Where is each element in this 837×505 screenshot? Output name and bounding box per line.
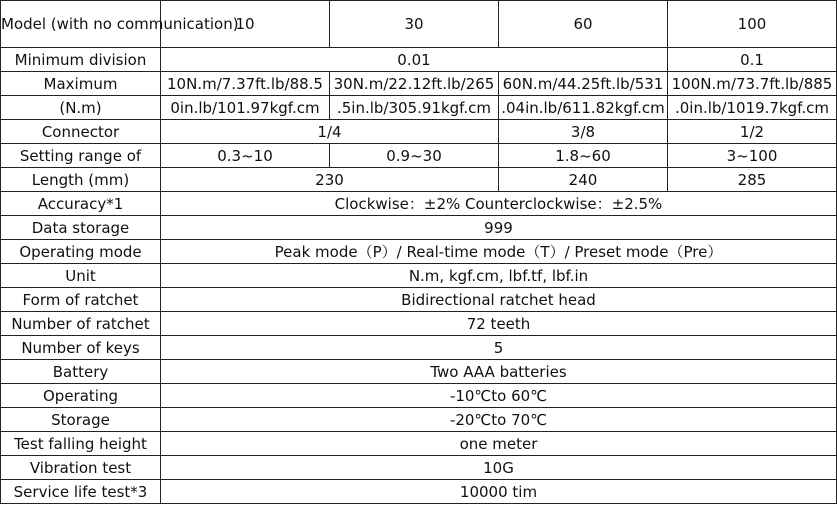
table-row [1,48,837,72]
table-header-row [1,1,837,48]
row-value: 999 [161,216,837,240]
row-value: 0.01 [161,48,668,72]
table-row [1,264,837,288]
model-30: 30 [330,1,499,48]
row-value: one meter [161,432,837,456]
row-value: 3~100 [668,144,837,168]
row-value: 72 teeth [161,312,837,336]
row-label: Vibration test [1,456,161,480]
table-row [1,72,837,96]
table-row [1,192,837,216]
row-label: Unit [1,264,161,288]
row-value: -10℃to 60℃ [161,384,837,408]
row-value: 240 [499,168,668,192]
table-row [1,384,837,408]
model-10: 10 [161,1,330,48]
model-100: 100 [668,1,837,48]
table-row [1,360,837,384]
max-value-100-line1: 100N.m/73.7ft.lb/885 [668,72,837,96]
max-value-30-line2: .5in.lb/305.91kgf.cm [330,96,499,120]
row-label: (N.m) [1,96,161,120]
table-row [1,480,837,504]
table-row [1,216,837,240]
row-value: 5 [161,336,837,360]
table-row [1,336,837,360]
row-value: 10G [161,456,837,480]
row-value: 230 [161,168,499,192]
row-label: Operating [1,384,161,408]
table-row [1,240,837,264]
row-value: Clockwise：±2% Counterclockwise：±2.5% [161,192,837,216]
row-value: -20℃to 70℃ [161,408,837,432]
max-value-60-line2: .04in.lb/611.82kgf.cm [499,96,668,120]
row-label: Storage [1,408,161,432]
row-label: Operating mode [1,240,161,264]
row-label: Length (mm) [1,168,161,192]
row-value: Bidirectional ratchet head [161,288,837,312]
header-label: Model (with no communication) [1,1,161,48]
row-label: Battery [1,360,161,384]
table-row [1,432,837,456]
table-row [1,144,837,168]
row-label: Data storage [1,216,161,240]
row-label: Number of keys [1,336,161,360]
row-value: 10000 tim [161,480,837,504]
table-row [1,96,837,120]
max-value-100-line2: .0in.lb/1019.7kgf.cm [668,96,837,120]
row-label: Maximum [1,72,161,96]
row-value: 285 [668,168,837,192]
max-value-10-line2: 0in.lb/101.97kgf.cm [161,96,330,120]
model-60: 60 [499,1,668,48]
row-value: 1.8~60 [499,144,668,168]
row-label: Accuracy*1 [1,192,161,216]
row-value: 3/8 [499,120,668,144]
row-value: 1/4 [161,120,499,144]
max-value-30-line1: 30N.m/22.12ft.lb/265 [330,72,499,96]
row-label: Number of ratchet [1,312,161,336]
row-label: Test falling height [1,432,161,456]
table-row [1,288,837,312]
row-value: 0.1 [668,48,837,72]
table-row [1,456,837,480]
max-value-60-line1: 60N.m/44.25ft.lb/531 [499,72,668,96]
row-value: Peak mode（P）/ Real-time mode（T）/ Preset mode（Pre） [161,240,837,264]
row-value: 1/2 [668,120,837,144]
row-value: 0.9~30 [330,144,499,168]
row-label: Service life test*3 [1,480,161,504]
row-label: Setting range of [1,144,161,168]
table-row [1,120,837,144]
table-row [1,168,837,192]
table-row [1,312,837,336]
table-row [1,408,837,432]
max-value-10-line1: 10N.m/7.37ft.lb/88.5 [161,72,330,96]
row-label: Minimum division [1,48,161,72]
row-value: 0.3~10 [161,144,330,168]
row-value: N.m, kgf.cm, lbf.tf, lbf.in [161,264,837,288]
row-value: Two AAA batteries [161,360,837,384]
row-label: Connector [1,120,161,144]
row-label: Form of ratchet [1,288,161,312]
